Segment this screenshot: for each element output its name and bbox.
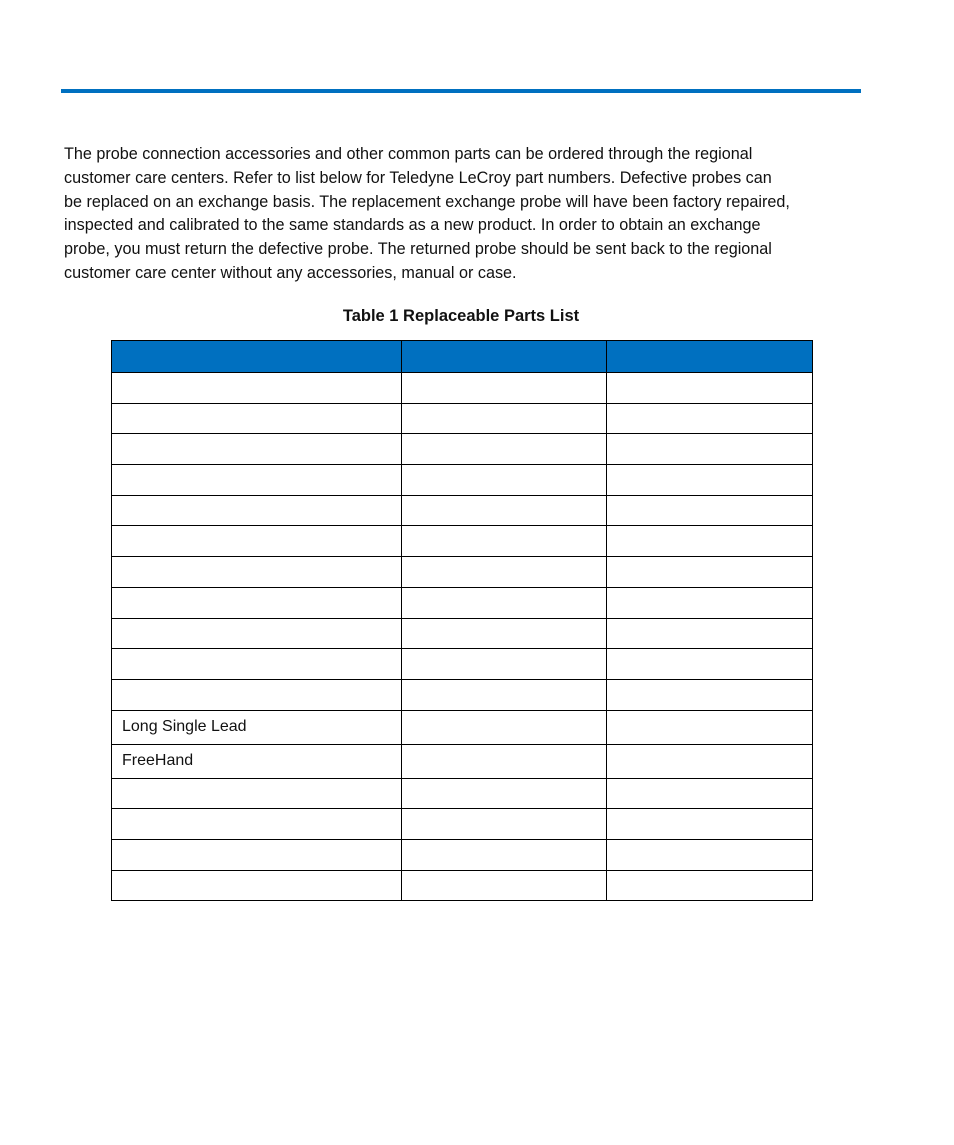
intro-line: be replaced on an exchange basis. The replacement exchange probe will have been factory repaired, [64, 192, 790, 211]
table-row [112, 495, 813, 526]
table-cell [607, 434, 813, 465]
table-cell [112, 434, 402, 465]
intro-line: customer care centers. Refer to list below for Teledyne LeCroy part numbers. Defective probes can [64, 168, 772, 187]
table-cell [402, 679, 607, 710]
table-cell [607, 465, 813, 496]
table-row [112, 744, 813, 778]
table-cell [112, 649, 402, 680]
table-cell [402, 557, 607, 588]
table-row [112, 618, 813, 649]
table-cell [402, 403, 607, 434]
table-row [112, 710, 813, 744]
table-cell [402, 373, 607, 404]
table-cell [112, 870, 402, 901]
table-cell [402, 710, 607, 744]
intro-line: probe, you must return the defective probe. The returned probe should be sent back to the regional [64, 240, 772, 259]
table-row [112, 557, 813, 588]
table-cell [112, 495, 402, 526]
table-cell [112, 679, 402, 710]
table-cell [402, 465, 607, 496]
table-cell [607, 679, 813, 710]
table-row [112, 434, 813, 465]
table-cell [112, 618, 402, 649]
header-cell-part-number [402, 341, 607, 373]
table-cell [402, 744, 607, 778]
table-cell [402, 839, 607, 870]
table-cell [402, 618, 607, 649]
replaceable-parts-table [111, 340, 813, 901]
table-cell [607, 495, 813, 526]
table-cell [607, 403, 813, 434]
table-cell [607, 587, 813, 618]
intro-paragraph [64, 143, 864, 286]
intro-line: inspected and calibrated to the same standards as a new product. In order to obtain an exchange [64, 216, 761, 235]
table-row [112, 587, 813, 618]
table-cell [607, 649, 813, 680]
table-cell [607, 710, 813, 744]
table-cell [402, 809, 607, 840]
table-row [112, 526, 813, 557]
table-row [112, 373, 813, 404]
table-row [112, 870, 813, 901]
table-cell: FreeHand [112, 744, 402, 778]
table-row [112, 649, 813, 680]
table-cell [402, 870, 607, 901]
table-cell [607, 557, 813, 588]
header-rule [61, 89, 861, 93]
header-cell-description [112, 341, 402, 373]
table-cell [607, 744, 813, 778]
intro-line: The probe connection accessories and other common parts can be ordered through the regional [64, 145, 753, 163]
table-cell [402, 434, 607, 465]
table-cell [112, 587, 402, 618]
table-cell [112, 403, 402, 434]
header-cell-quantity [607, 341, 813, 373]
table-cell [607, 618, 813, 649]
table-cell [112, 839, 402, 870]
table-cell [112, 557, 402, 588]
table-cell [607, 870, 813, 901]
table-row [112, 465, 813, 496]
table-cell [112, 526, 402, 557]
table-cell [402, 649, 607, 680]
table-cell [112, 373, 402, 404]
table-cell [112, 809, 402, 840]
table-cell [112, 465, 402, 496]
table-cell [402, 526, 607, 557]
table-cell [607, 778, 813, 809]
table-cell [607, 526, 813, 557]
table-caption: Table 1 Replaceable Parts List [342, 307, 580, 325]
table-cell [402, 778, 607, 809]
table-cell: Long Single Lead [112, 710, 402, 744]
table-cell [402, 587, 607, 618]
table-cell [402, 495, 607, 526]
table-cell [607, 839, 813, 870]
table-row [112, 809, 813, 840]
table-cell [607, 809, 813, 840]
table-cell [607, 373, 813, 404]
table-row [112, 839, 813, 870]
table-row [112, 778, 813, 809]
table-header-row [112, 341, 813, 373]
table-row [112, 679, 813, 710]
table-row [112, 403, 813, 434]
table-cell [112, 778, 402, 809]
intro-line: customer care center without any accessories, manual or case. [64, 263, 517, 282]
